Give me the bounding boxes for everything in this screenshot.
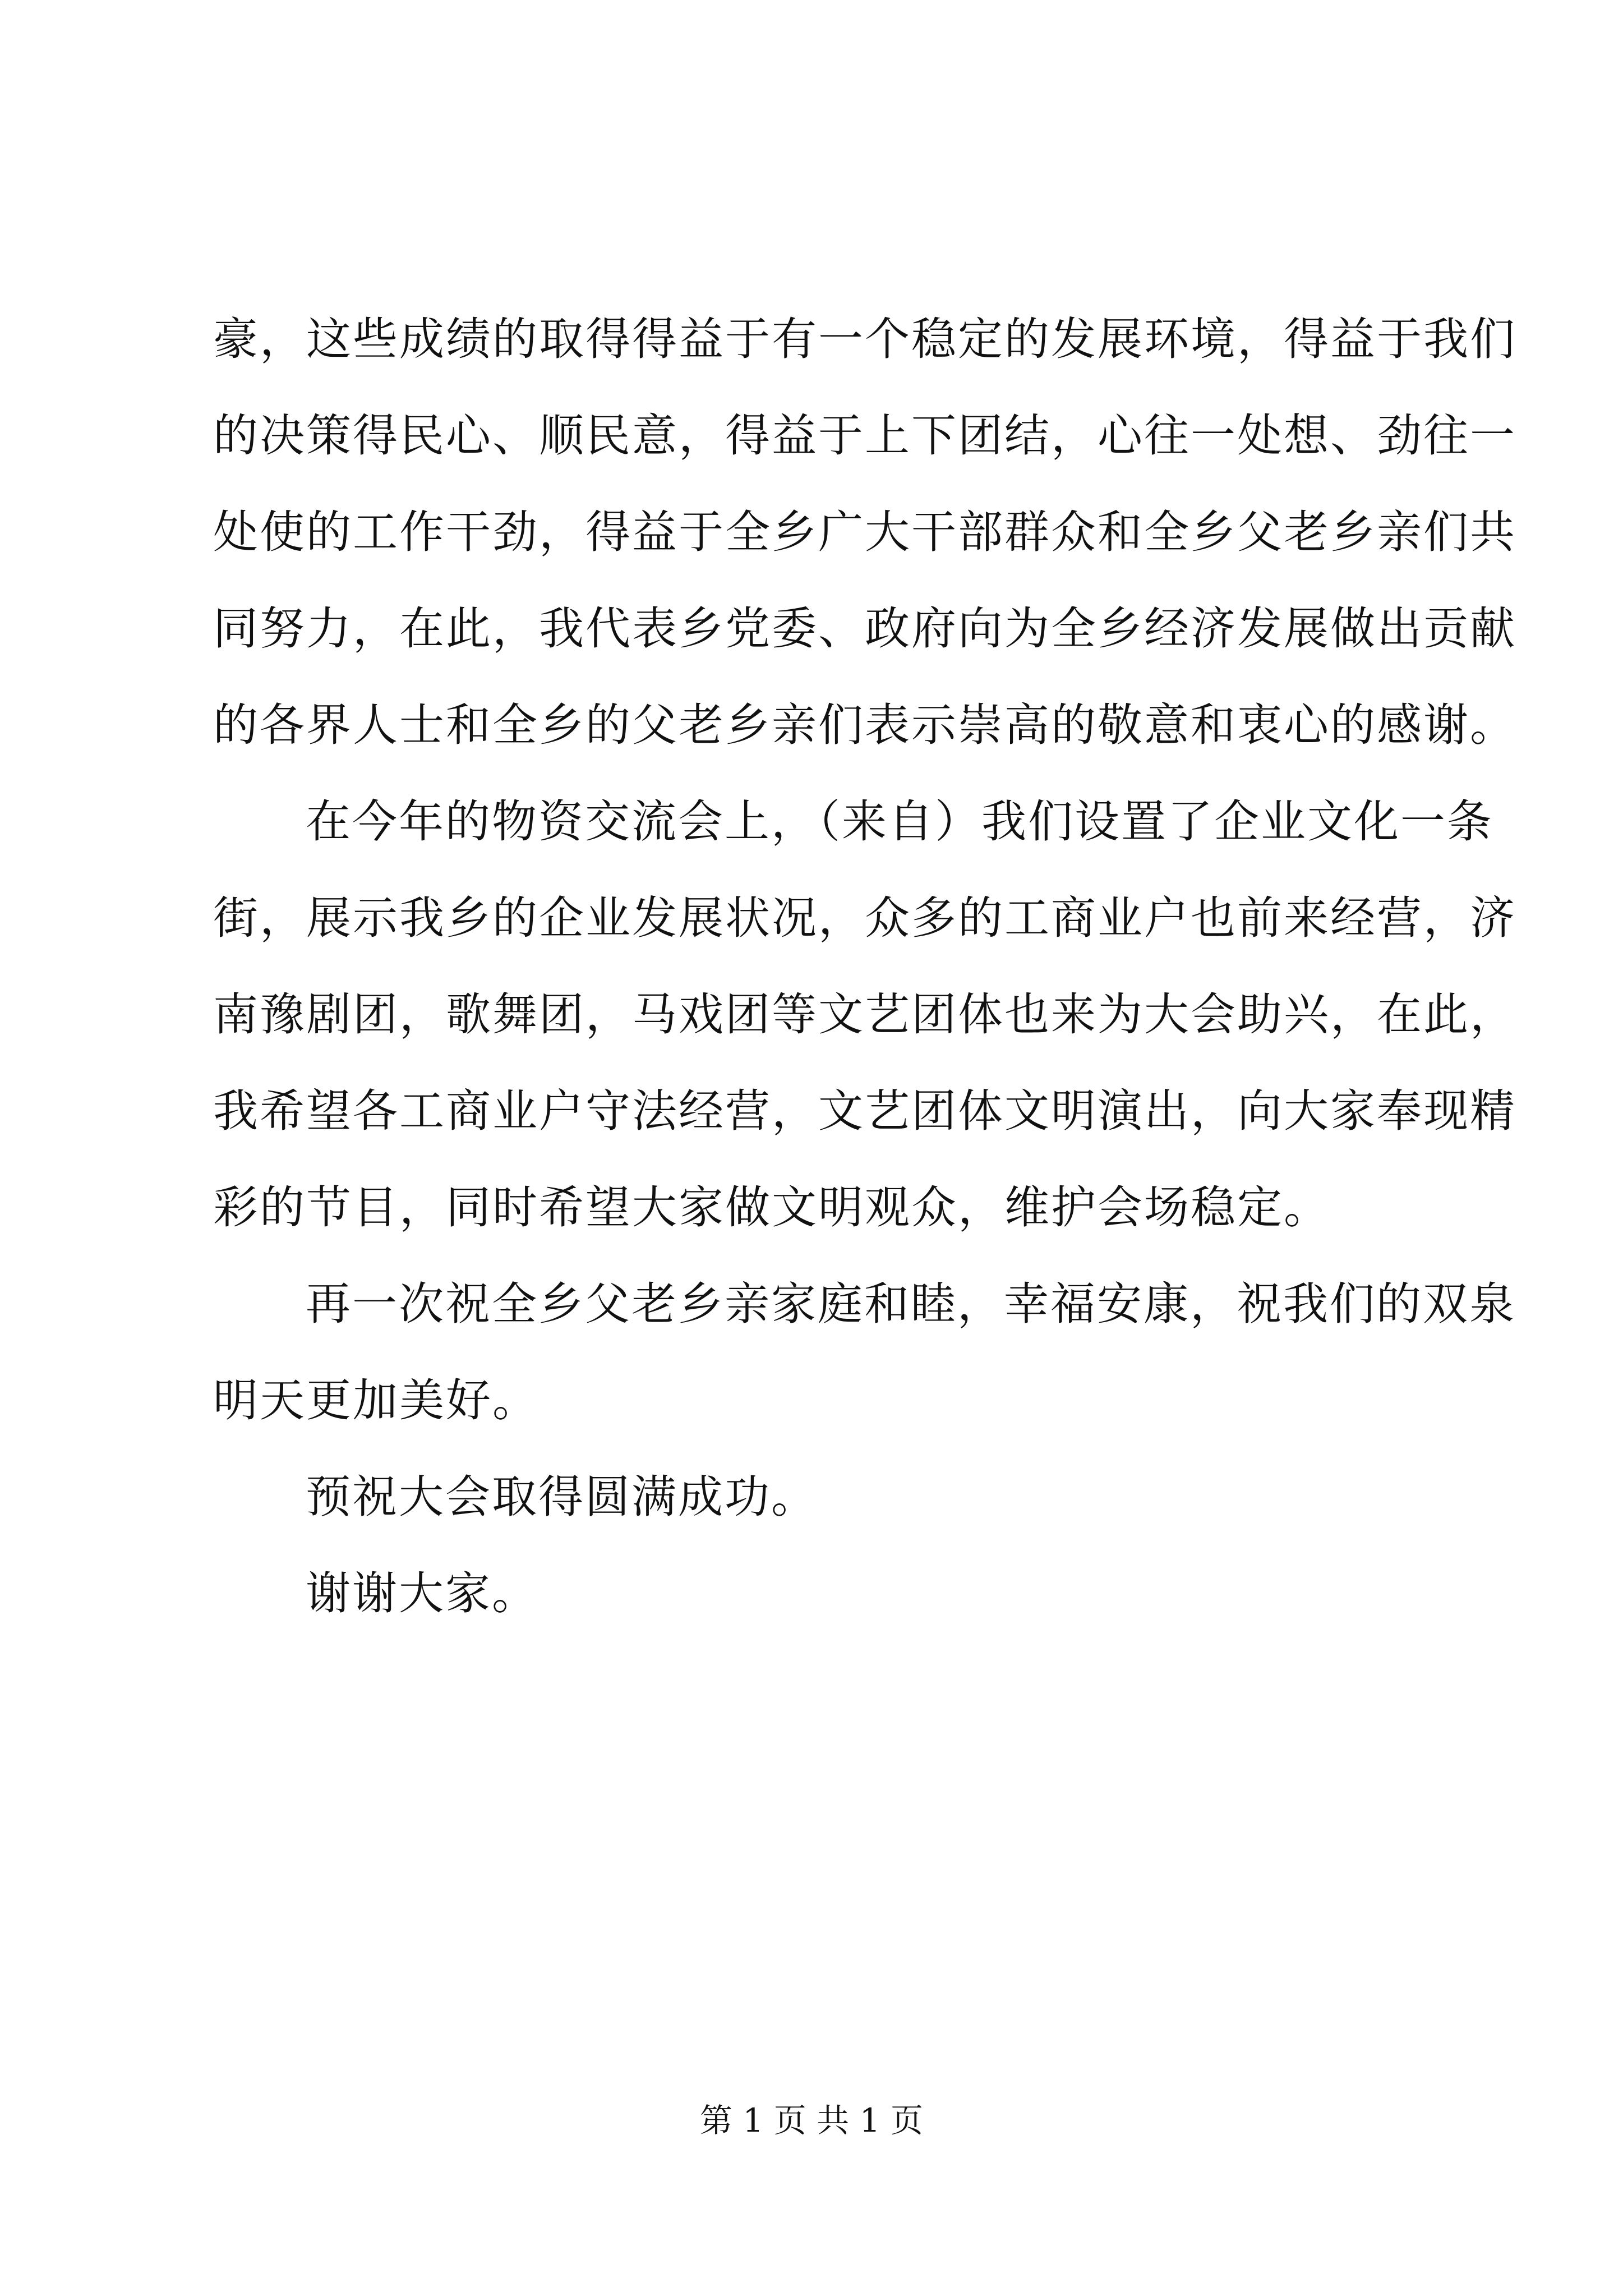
paragraph-line: 处使的工作干劲，得益于全乡广大干部群众和全乡父老乡亲们共 <box>213 506 1516 558</box>
paragraph-line: 同努力，在此，我代表乡党委、政府向为全乡经济发展做出贡献 <box>213 602 1516 655</box>
paragraph-line: 我希望各工商业户守法经营，文艺团体文明演出，向大家奉现精 <box>213 1085 1516 1137</box>
paragraph-line: 彩的节目，同时希望大家做文明观众，维护会场稳定。 <box>213 1181 1330 1234</box>
paragraph-line: 豪，这些成绩的取得得益于有一个稳定的发展环境，得益于我们 <box>213 313 1516 365</box>
paragraph-line: 在今年的物资交流会上，（来自）我们设置了企业文化一条 <box>306 795 1493 848</box>
paragraph-line: 的决策得民心、顺民意，得益于上下团结，心往一处想、劲往一 <box>213 409 1516 462</box>
paragraph-line: 明天更加美好。 <box>213 1374 539 1427</box>
page-number-footer: 第 1 页 共 1 页 <box>700 2101 923 2139</box>
paragraph-line: 的各界人士和全乡的父老乡亲们表示崇高的敬意和衷心的感谢。 <box>213 699 1516 751</box>
paragraph-line: 谢谢大家。 <box>306 1567 538 1619</box>
paragraph-line: 预祝大会取得圆满成功。 <box>306 1471 818 1523</box>
paragraph-line: 街，展示我乡的企业发展状况，众多的工商业户也前来经营，济 <box>213 892 1516 944</box>
paragraph-line: 南豫剧团，歌舞团，马戏团等文艺团体也来为大会助兴，在此， <box>213 988 1516 1041</box>
paragraph-line: 再一次祝全乡父老乡亲家庭和睦，幸福安康，祝我们的双泉 <box>306 1278 1516 1330</box>
